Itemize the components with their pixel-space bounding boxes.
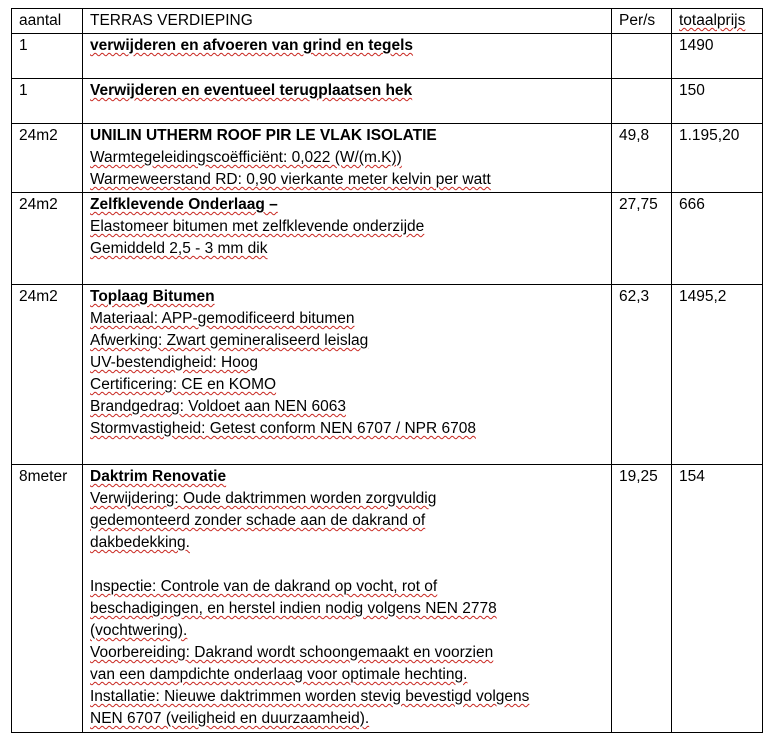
table-row <box>12 34 763 79</box>
row-description <box>83 465 612 733</box>
row-description <box>83 34 612 79</box>
row-total: 666 <box>672 193 763 285</box>
table-row <box>12 193 763 285</box>
row-title: Zelfklevende Onderlaag – <box>90 196 278 213</box>
row-detail-line: Brandgedrag: Voldoet aan NEN 6063 <box>90 398 346 415</box>
row-title: Daktrim Renovatie <box>90 468 227 485</box>
row-detail-line: Installatie: Nieuwe daktrimmen worden stevig bevestigd volgens <box>90 688 530 705</box>
header-total <box>672 9 763 34</box>
row-detail-line: Stormvastigheid: Getest conform NEN 6707 / NPR 6708 <box>90 420 476 437</box>
row-title: Verwijderen en eventueel terugplaatsen hek <box>90 82 413 99</box>
row-title: Toplaag Bitumen <box>90 288 215 305</box>
row-detail-line: Inspectie: Controle van de dakrand op vocht, rot of <box>90 578 438 595</box>
row-detail-line: Verwijdering: Oude daktrimmen worden zorgvuldig <box>90 490 437 507</box>
row-unit-price <box>612 34 672 79</box>
row-qty: 24m2 <box>12 193 83 285</box>
row-detail-line: NEN 6707 (veiligheid en duurzaamheid). <box>90 710 370 727</box>
row-description <box>83 193 612 285</box>
row-detail-line: beschadigingen, en herstel indien nodig volgens NEN 2778 <box>90 600 497 617</box>
table-row <box>12 465 763 733</box>
row-unit-price: 62,3 <box>612 285 672 465</box>
header-row <box>12 9 763 34</box>
row-unit-price: 27,75 <box>612 193 672 285</box>
row-detail-line: (vochtwering). <box>90 622 188 639</box>
row-detail-line: dakbedekking. <box>90 534 190 551</box>
row-description <box>83 285 612 465</box>
row-title: UNILIN UTHERM ROOF PIR LE VLAK ISOLATIE <box>90 127 437 144</box>
row-qty: 24m2 <box>12 285 83 465</box>
row-title: verwijderen en afvoeren van grind en tegels <box>90 37 414 54</box>
header-unit-price: Per/s <box>612 9 672 34</box>
table-row <box>12 124 763 193</box>
row-unit-price: 49,8 <box>612 124 672 193</box>
table-row <box>12 79 763 124</box>
row-detail-line: Warmeweerstand RD: 0,90 vierkante meter kelvin per watt <box>90 171 491 188</box>
row-detail-line: Materiaal: APP-gemodificeerd bitumen <box>90 310 355 327</box>
row-unit-price <box>612 79 672 124</box>
row-detail-line: gedemonteerd zonder schade aan de dakrand of <box>90 512 426 529</box>
paragraph-gap <box>90 554 604 576</box>
row-description <box>83 124 612 193</box>
row-total: 1490 <box>672 34 763 79</box>
quote-table <box>11 8 763 733</box>
row-detail-line: Afwerking: Zwart gemineraliseerd leislag <box>90 332 369 349</box>
row-total: 154 <box>672 465 763 733</box>
row-unit-price: 19,25 <box>612 465 672 733</box>
row-detail-line: Voorbereiding: Dakrand wordt schoongemaakt en voorzien <box>90 644 494 661</box>
row-total: 1.195,20 <box>672 124 763 193</box>
header-qty: aantal <box>12 9 83 34</box>
table-row <box>12 285 763 465</box>
row-detail-line: van een dampdichte onderlaag voor optimale hechting. <box>90 666 468 683</box>
row-detail-line: UV-bestendigheid: Hoog <box>90 354 259 371</box>
header-section-title: TERRAS VERDIEPING <box>83 9 612 34</box>
row-detail-line: Elastomeer bitumen met zelfklevende onderzijde <box>90 218 425 235</box>
row-detail-line: Certificering: CE en KOMO <box>90 376 277 393</box>
row-description <box>83 79 612 124</box>
row-detail-line: Warmtegeleidingscoëfficiënt: 0,022 (W/(m.K)) <box>90 149 402 166</box>
row-detail-line: Gemiddeld 2,5 - 3 mm dik <box>90 240 268 257</box>
row-qty: 1 <box>12 34 83 79</box>
row-total: 1495,2 <box>672 285 763 465</box>
row-total: 150 <box>672 79 763 124</box>
row-qty: 24m2 <box>12 124 83 193</box>
row-qty: 8meter <box>12 465 83 733</box>
header-total-text: totaalprijs <box>679 12 746 29</box>
row-qty: 1 <box>12 79 83 124</box>
